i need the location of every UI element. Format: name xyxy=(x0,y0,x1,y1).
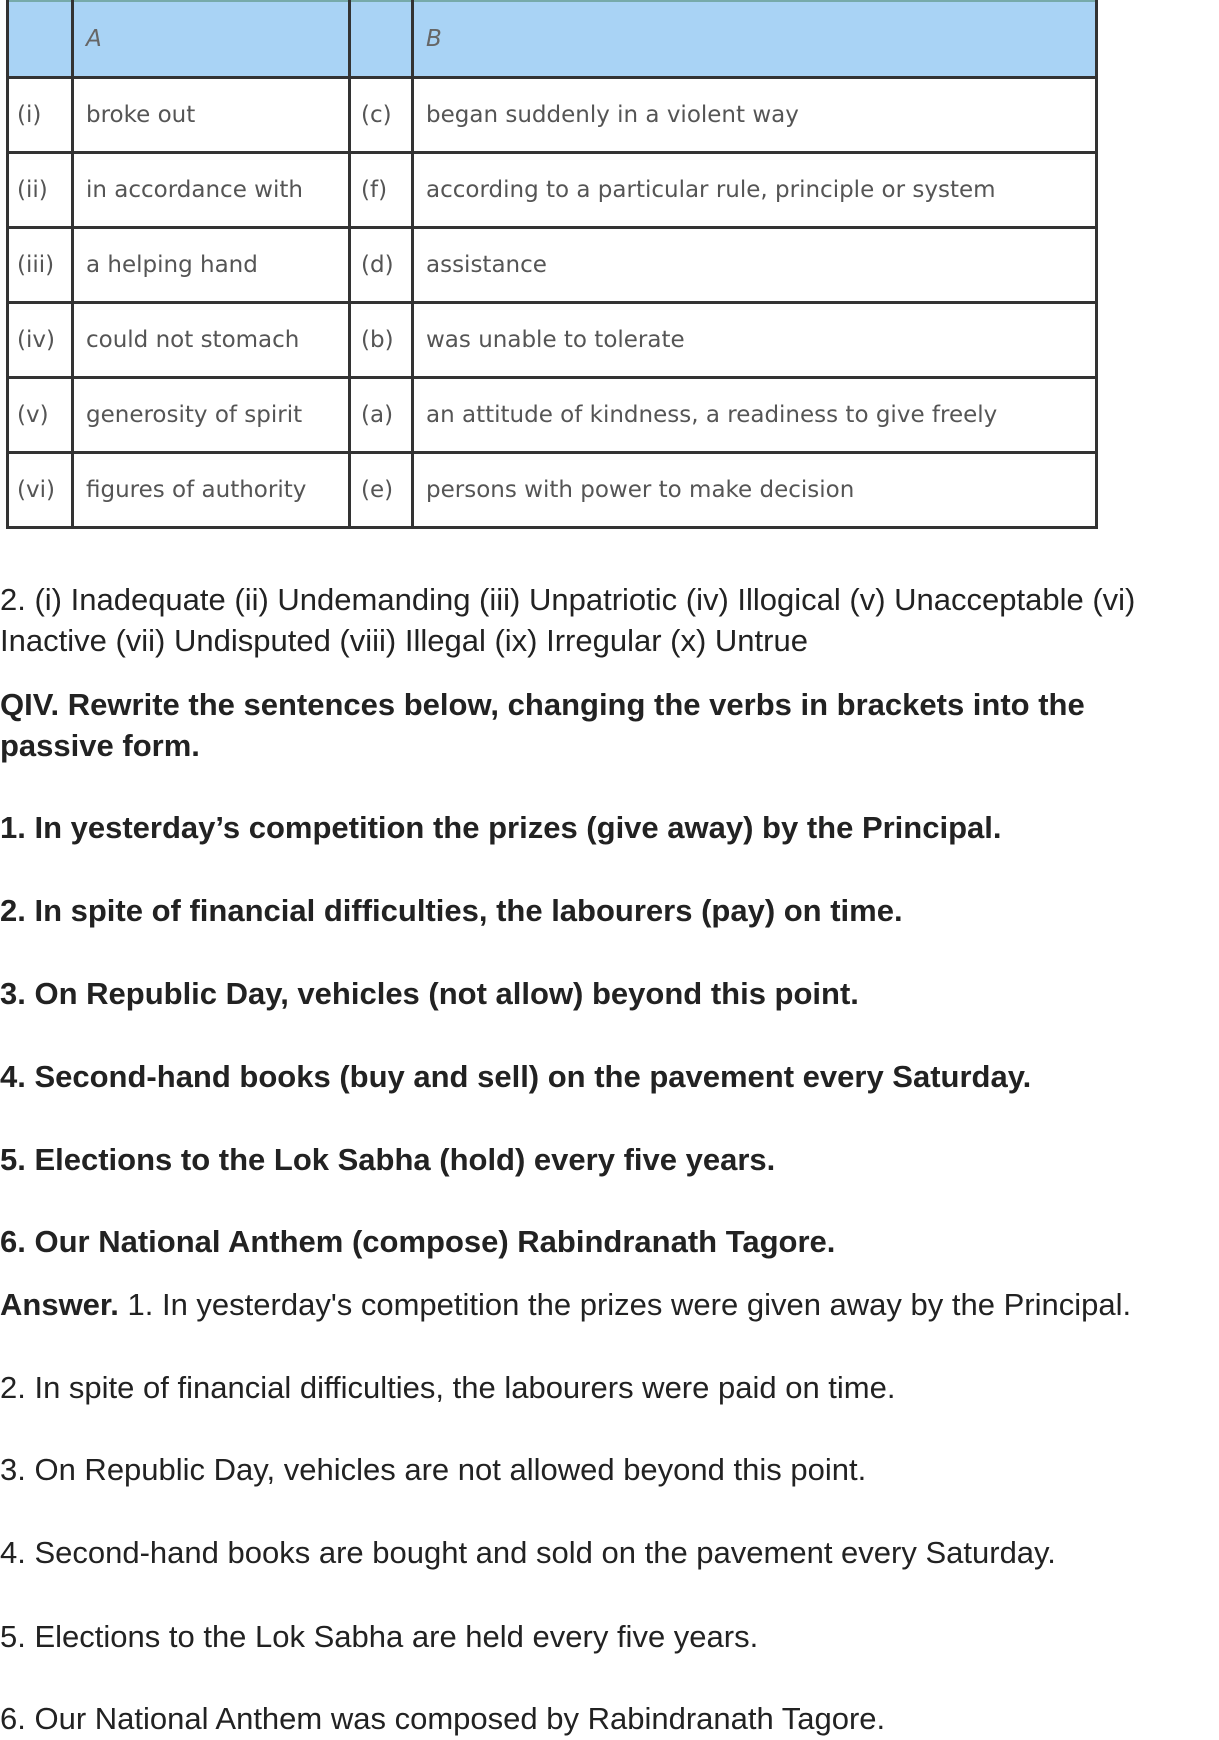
header-cell-b: B xyxy=(413,1,1097,78)
meaning-b: assistance xyxy=(413,228,1097,303)
phrase-a: a helping hand xyxy=(73,228,350,303)
question-item: 4. Second-hand books (buy and sell) on the pavement every Saturday. xyxy=(0,1059,1032,1094)
table-row xyxy=(8,78,1097,153)
row-number: (ii) xyxy=(8,153,73,228)
match-letter: (f) xyxy=(350,153,413,228)
phrase-a: broke out xyxy=(73,78,350,153)
phrase-a: figures of authority xyxy=(73,453,350,528)
answer-item: 4. Second-hand books are bought and sold on the pavement every Saturday. xyxy=(0,1535,1056,1570)
matching-table xyxy=(6,0,1098,529)
match-letter: (c) xyxy=(350,78,413,153)
meaning-b: began suddenly in a violent way xyxy=(413,78,1097,153)
meaning-b: was unable to tolerate xyxy=(413,303,1097,378)
question-item: 2. In spite of financial difficulties, the labourers (pay) on time. xyxy=(0,893,903,928)
answer2-line1: 2. (i) Inadequate (ii) Undemanding (iii) Unpatriotic (iv) Illogical (v) Unacceptable (vi) xyxy=(0,582,1136,617)
question-title: QIV. Rewrite the sentences below, changing the verbs in brackets into the xyxy=(0,687,1085,722)
table-row xyxy=(8,153,1097,228)
answer-item: 2. In spite of financial difficulties, the labourers were paid on time. xyxy=(0,1370,896,1405)
answer-item: 6. Our National Anthem was composed by Rabindranath Tagore. xyxy=(0,1701,886,1736)
question-item: 5. Elections to the Lok Sabha (hold) every five years. xyxy=(0,1142,776,1177)
row-number: (iv) xyxy=(8,303,73,378)
question-item: 1. In yesterday’s competition the prizes (give away) by the Principal. xyxy=(0,810,1002,845)
answer-item: 5. Elections to the Lok Sabha are held every five years. xyxy=(0,1619,759,1654)
match-letter: (d) xyxy=(350,228,413,303)
match-letter: (a) xyxy=(350,378,413,453)
row-number: (iii) xyxy=(8,228,73,303)
row-number: (vi) xyxy=(8,453,73,528)
header-cell xyxy=(8,1,73,78)
meaning-b: according to a particular rule, principle or system xyxy=(413,153,1097,228)
answer-text: 1. In yesterday's competition the prizes were given away by the Principal. xyxy=(118,1287,1132,1322)
phrase-a: in accordance with xyxy=(73,153,350,228)
phrase-a: generosity of spirit xyxy=(73,378,350,453)
table-row xyxy=(8,453,1097,528)
meaning-b: an attitude of kindness, a readiness to give freely xyxy=(413,378,1097,453)
match-letter: (e) xyxy=(350,453,413,528)
match-letter: (b) xyxy=(350,303,413,378)
row-number: (v) xyxy=(8,378,73,453)
answer-item xyxy=(0,1284,1131,1326)
table-row xyxy=(8,228,1097,303)
phrase-a: could not stomach xyxy=(73,303,350,378)
row-number: (i) xyxy=(8,78,73,153)
table-row xyxy=(8,378,1097,453)
header-cell-a: A xyxy=(73,1,350,78)
table-row xyxy=(8,303,1097,378)
answer2-line2: Inactive (vii) Undisputed (viii) Illegal (ix) Irregular (x) Untrue xyxy=(0,623,808,658)
answer-item: 3. On Republic Day, vehicles are not allowed beyond this point. xyxy=(0,1452,867,1487)
table-header-row xyxy=(8,1,1097,78)
question-item: 3. On Republic Day, vehicles (not allow) beyond this point. xyxy=(0,976,859,1011)
question-title-cont: passive form. xyxy=(0,728,200,763)
question-item: 6. Our National Anthem (compose) Rabindranath Tagore. xyxy=(0,1224,836,1259)
header-cell xyxy=(350,1,413,78)
answer-label: Answer. xyxy=(0,1287,119,1322)
meaning-b: persons with power to make decision xyxy=(413,453,1097,528)
